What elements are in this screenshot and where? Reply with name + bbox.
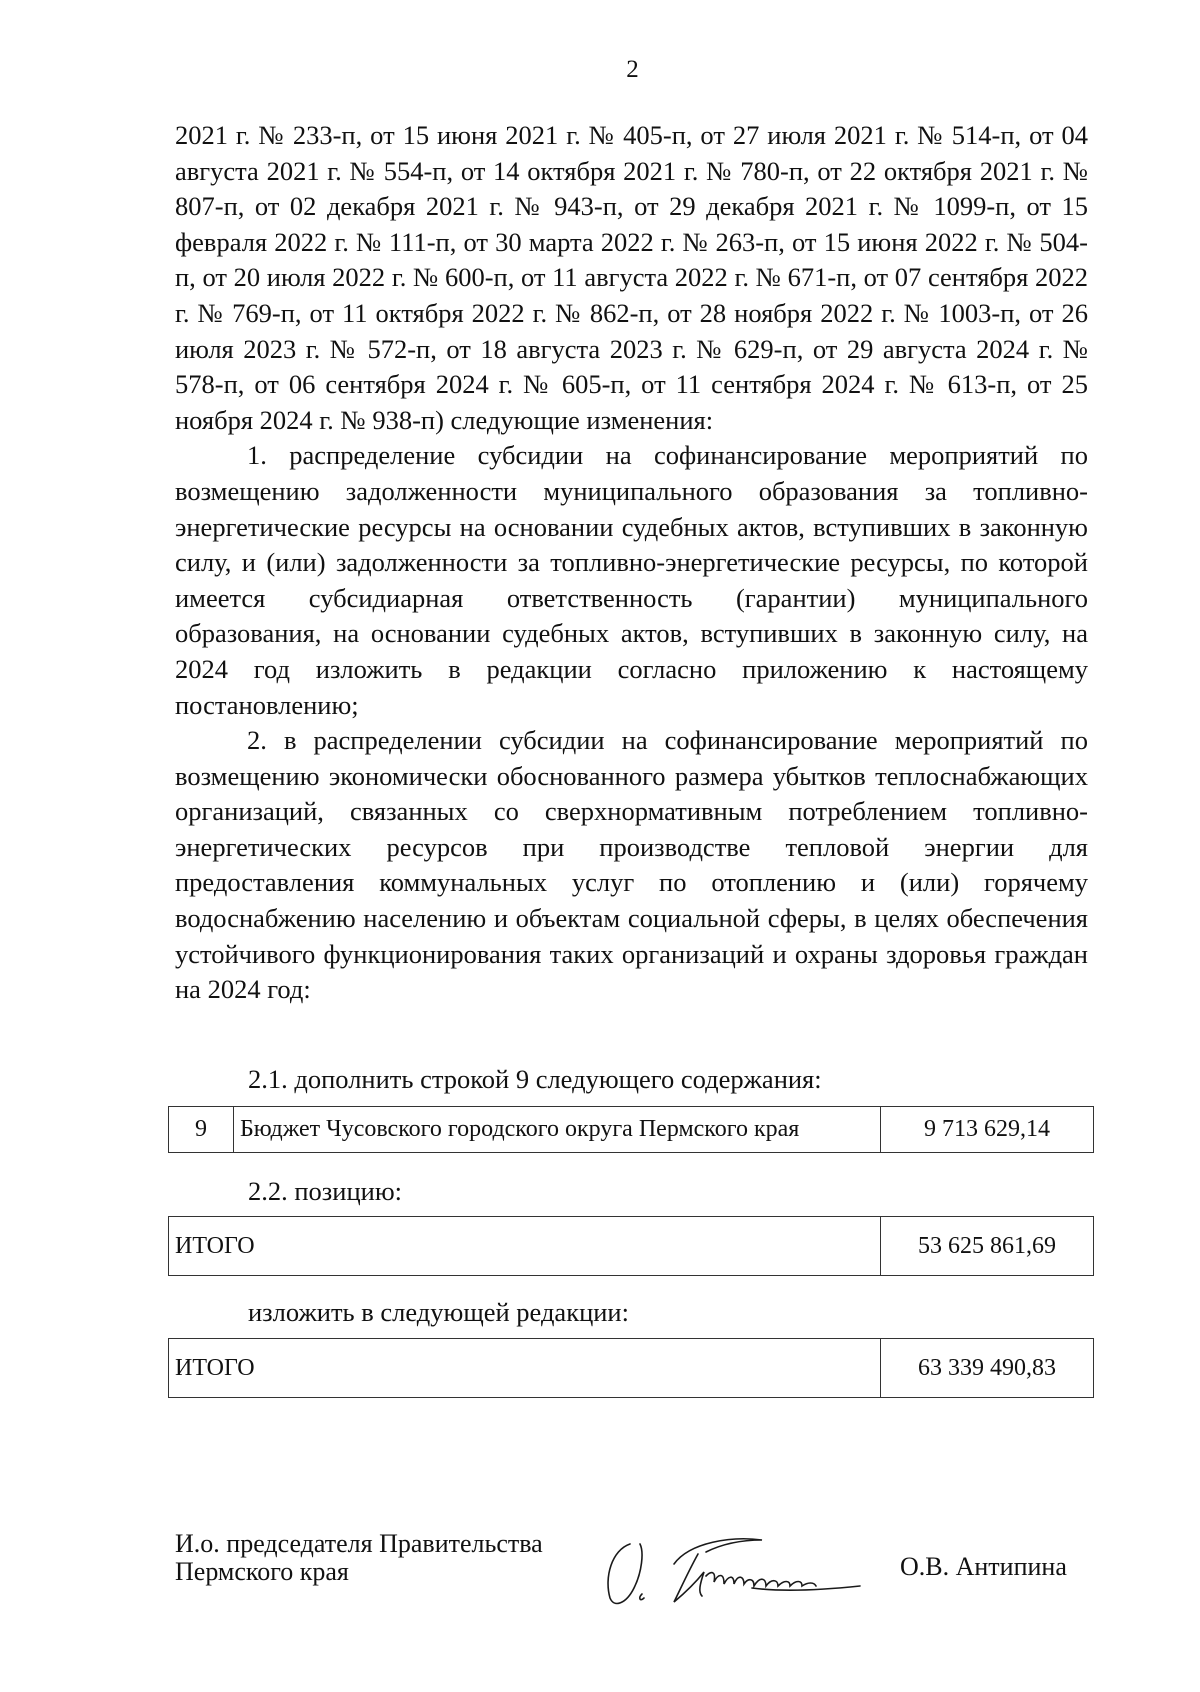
handwritten-signature — [602, 1532, 902, 1612]
new-edition-text: изложить в следующей редакции: — [248, 1297, 629, 1327]
paragraph-amendment-list: 2021 г. № 233-п, от 15 июня 2021 г. № 405-п, от 27 июля 2021 г. № 514-п, от 04 августа 2021 г. № 554-п, от 14 октября 2021 г. № 780-п, от 22 октября 2021 г. № 807-п, от 02 декабря 2021 г. № 943-п, от 29 декабря 2021 г. № 1099-п, от 15 февраля 2022 г. № 111-п, от 30 марта 2022 г. № 263-п, от 15 июня 2022 г. № 504-п, от 20 июля 2022 г. № 600-п, от 11 августа 2022 г. № 671-п, от 07 сентября 2022 г. № 769-п, от 11 октября 2022 г. № 862-п, от 28 ноября 2022 г. № 1003-п, от 26 июля 2023 г. № 572-п, от 18 августа 2023 г. № 629-п, от 29 августа 2024 г. № 578-п, от 06 сентября 2024 г. № 605-п, от 11 сентября 2024 г. № 613-п, от 25 ноября 2024 г. № 938-п) следующие изменения: — [175, 120, 1088, 435]
signatory-title-line1: И.о. председателя Правительства — [175, 1529, 543, 1558]
item-2-1-text: 2.1. дополнить строкой 9 следующего содержания: — [248, 1064, 822, 1094]
itogo-label-cell: ИТОГО — [169, 1217, 881, 1276]
table-row — [169, 1107, 1094, 1153]
itogo-label-cell: ИТОГО — [169, 1339, 881, 1398]
page-number: 2 — [626, 56, 639, 83]
signatory-title-line2: Пермского края — [175, 1557, 349, 1586]
itogo-amount-cell: 63 339 490,83 — [881, 1339, 1094, 1398]
budget-name-cell: Бюджет Чусовского городского округа Пермского края — [234, 1107, 881, 1153]
paragraph-item-2: 2. в распределении субсидии на софинансирование мероприятий по возмещению экономически обоснованного размера убытков теплоснабжающих организаций, связанных со сверхнормативным потреблением топливно-энергетических ресурсов при производстве тепловой энергии для предоставления коммунальных услуг по отоплению и (или) горячему водоснабжению населению и объектам социальной сферы, в целях обеспечения устойчивого функционирования таких организаций и охраны здоровья граждан на 2024 год: — [175, 725, 1088, 1005]
table-row — [169, 1339, 1094, 1398]
itogo-amount-cell: 53 625 861,69 — [881, 1217, 1094, 1276]
row-9-table — [168, 1106, 1094, 1153]
itogo-old-table — [168, 1216, 1094, 1276]
signatory-name: О.В. Антипина — [900, 1552, 1067, 1581]
document-body — [175, 118, 1088, 1008]
item-2-2-text: 2.2. позицию: — [248, 1176, 402, 1206]
table-row — [169, 1217, 1094, 1276]
amount-cell: 9 713 629,14 — [881, 1107, 1094, 1153]
paragraph-item-1: 1. распределение субсидии на софинансирование мероприятий по возмещению задолженности муниципального образования за топливно-энергетические ресурсы на основании судебных актов, вступивших в законную силу, и (или) задолженности за топливно-энергетические ресурсы, по которой имеется субсидиарная ответственность (гарантии) муниципального образования, на основании судебных актов, вступивших в законную силу, на 2024 год изложить в редакции согласно приложению к настоящему постановлению; — [175, 440, 1088, 720]
signatory-title — [175, 1530, 543, 1586]
itogo-new-table — [168, 1338, 1094, 1398]
row-number-cell: 9 — [169, 1107, 234, 1153]
